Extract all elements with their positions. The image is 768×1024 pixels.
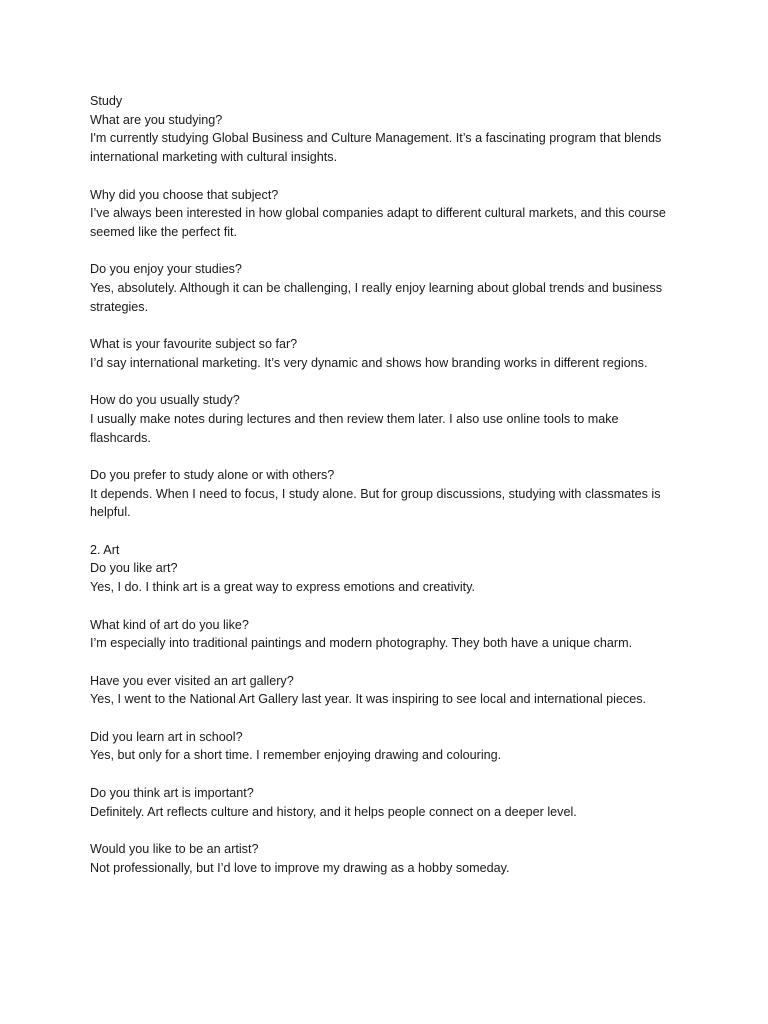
paragraph-gap — [90, 597, 690, 616]
paragraph-gap — [90, 316, 690, 335]
question-text: Would you like to be an artist? — [90, 841, 259, 856]
paragraph-gap — [90, 373, 690, 392]
answer-text: international marketing with cultural insights. — [90, 150, 338, 165]
paragraph-gap — [90, 447, 690, 466]
question-text: Have you ever visited an art gallery? — [90, 673, 294, 688]
answer-text: I’m especially into traditional paintings and modern photography. They both have a unique charm. — [90, 636, 633, 651]
paragraph-gap — [90, 765, 690, 784]
paragraph-gap — [90, 821, 690, 840]
question-text: Do you prefer to study alone or with others? — [90, 467, 335, 482]
answer-text: I'm currently studying Global Business and Culture Management. It’s a fascinating program that blends — [90, 131, 662, 146]
question-text: Did you learn art in school? — [90, 729, 243, 744]
answer-text: Yes, I went to the National Art Gallery last year. It was inspiring to see local and international pieces. — [90, 692, 647, 707]
answer-text: flashcards. — [90, 430, 151, 445]
question-text: Why did you choose that subject? — [90, 187, 279, 202]
answer-text: Yes, but only for a short time. I remember enjoying drawing and colouring. — [90, 748, 502, 763]
question-text: Do you enjoy your studies? — [90, 262, 242, 277]
answer-text: Definitely. Art reflects culture and history, and it helps people connect on a deeper level. — [90, 804, 577, 819]
answer-text: Yes, I do. I think art is a great way to express emotions and creativity. — [90, 580, 475, 595]
answer-text: I’ve always been interested in how global companies adapt to different cultural markets, and this course — [90, 206, 666, 221]
paragraph-gap — [90, 709, 690, 728]
answer-text: strategies. — [90, 299, 149, 314]
question-text: What are you studying? — [90, 112, 223, 127]
answer-text: Yes, absolutely. Although it can be challenging, I really enjoy learning about global trends and business — [90, 281, 663, 295]
section-heading-art: 2. Art — [90, 542, 120, 557]
question-text: Do you think art is important? — [90, 785, 254, 800]
answer-text: It depends. When I need to focus, I study alone. But for group discussions, studying with classmates is — [90, 486, 661, 501]
paragraph-gap — [90, 242, 690, 261]
question-text: How do you usually study? — [90, 393, 240, 408]
paragraph-gap — [90, 522, 690, 541]
question-text: What kind of art do you like? — [90, 617, 249, 632]
answer-text: I’d say international marketing. It’s very dynamic and shows how branding works in different regions. — [90, 355, 648, 370]
paragraph-gap — [90, 167, 690, 186]
document-page — [90, 92, 690, 877]
answer-text: seemed like the perfect fit. — [90, 224, 237, 239]
answer-text: Not professionally, but I’d love to improve my drawing as a hobby someday. — [90, 860, 510, 875]
question-text: Do you like art? — [90, 561, 178, 576]
answer-text: helpful. — [90, 505, 131, 520]
answer-text: I usually make notes during lectures and then review them later. I also use online tools to make — [90, 411, 619, 426]
paragraph-gap — [90, 653, 690, 672]
section-heading-study: Study — [90, 94, 123, 108]
question-text: What is your favourite subject so far? — [90, 337, 298, 352]
